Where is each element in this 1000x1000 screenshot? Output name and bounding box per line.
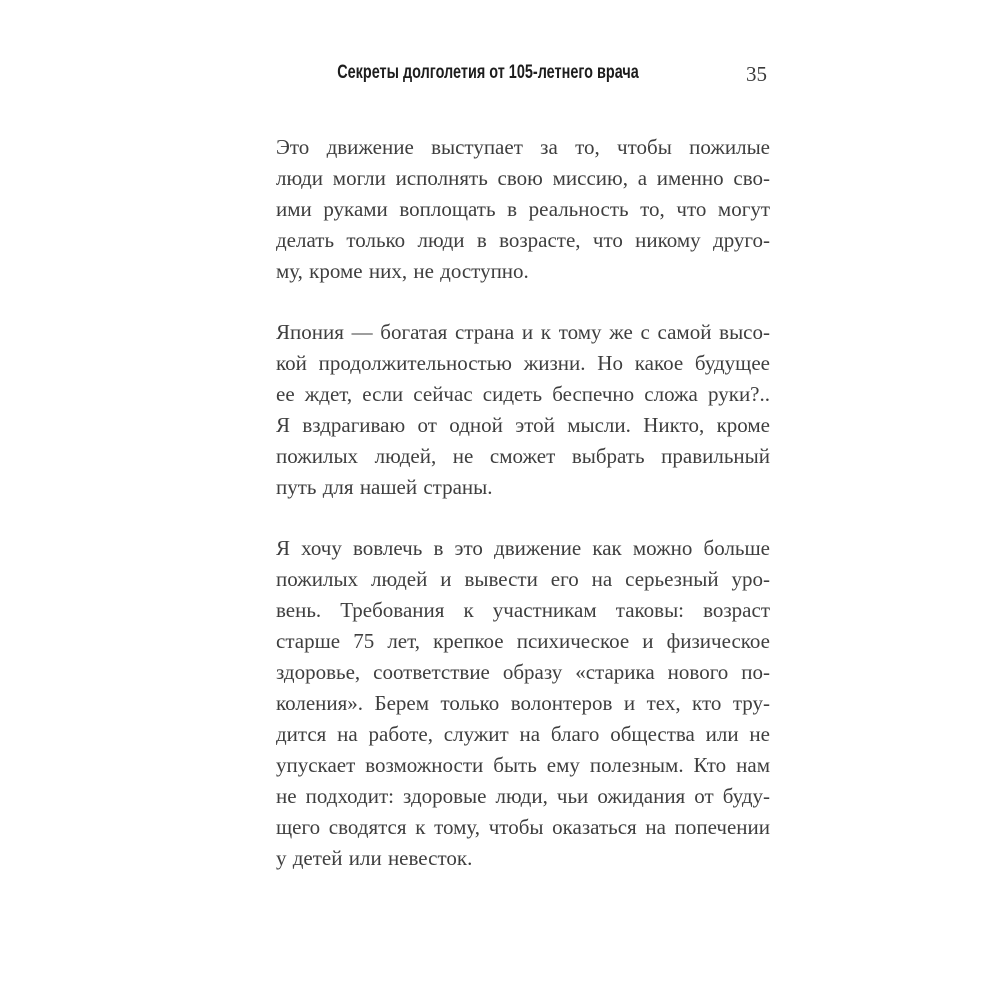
text-line: кой продолжительностью жизни. Но какое будущее <box>276 351 770 375</box>
page-text <box>276 132 770 874</box>
text-line: му, кроме них, не доступно. <box>276 259 529 283</box>
text-line: старше 75 лет, крепкое психическое и физическое <box>276 629 770 653</box>
text-line: путь для нашей страны. <box>276 475 493 499</box>
text-line: щего сводятся к тому, чтобы оказаться на попечении <box>276 815 770 839</box>
paragraph <box>276 533 770 874</box>
text-line: люди могли исполнять свою миссию, а именно сво- <box>276 166 770 190</box>
text-line: Я хочу вовлечь в это движение как можно больше <box>276 536 770 560</box>
text-line: упускает возможности быть ему полезным. Кто нам <box>276 753 770 777</box>
text-line: Я вздрагиваю от одной этой мысли. Никто, кроме <box>276 413 770 437</box>
text-line: дится на работе, служит на благо общества или не <box>276 722 770 746</box>
text-line: вень. Требования к участникам таковы: возраст <box>276 598 770 622</box>
paragraph <box>276 317 770 503</box>
text-line: не подходит: здоровые люди, чьи ожидания от буду- <box>276 784 770 808</box>
text-line: Это движение выступает за то, чтобы пожилые <box>276 135 770 159</box>
text-line: Япония — богатая страна и к тому же с самой высо- <box>276 320 770 344</box>
page-header <box>0 62 1000 86</box>
text-line: пожилых людей, не сможет выбрать правильный <box>276 444 770 468</box>
running-title: Секреты долголетия от 105-летнего врача <box>337 62 639 83</box>
text-line: делать только люди в возрасте, что никому друго- <box>276 228 770 252</box>
text-line: ими руками воплощать в реальность то, что могут <box>276 197 770 221</box>
text-line: у детей или невесток. <box>276 846 473 870</box>
page-number: 35 <box>746 62 767 86</box>
paragraph <box>276 132 770 287</box>
text-line: коления». Берем только волонтеров и тех, кто тру- <box>276 691 770 715</box>
text-line: ее ждет, если сейчас сидеть беспечно сложа руки?.. <box>276 382 770 406</box>
text-line: пожилых людей и вывести его на серьезный уро- <box>276 567 770 591</box>
text-line: здоровье, соответствие образу «старика нового по- <box>276 660 770 684</box>
